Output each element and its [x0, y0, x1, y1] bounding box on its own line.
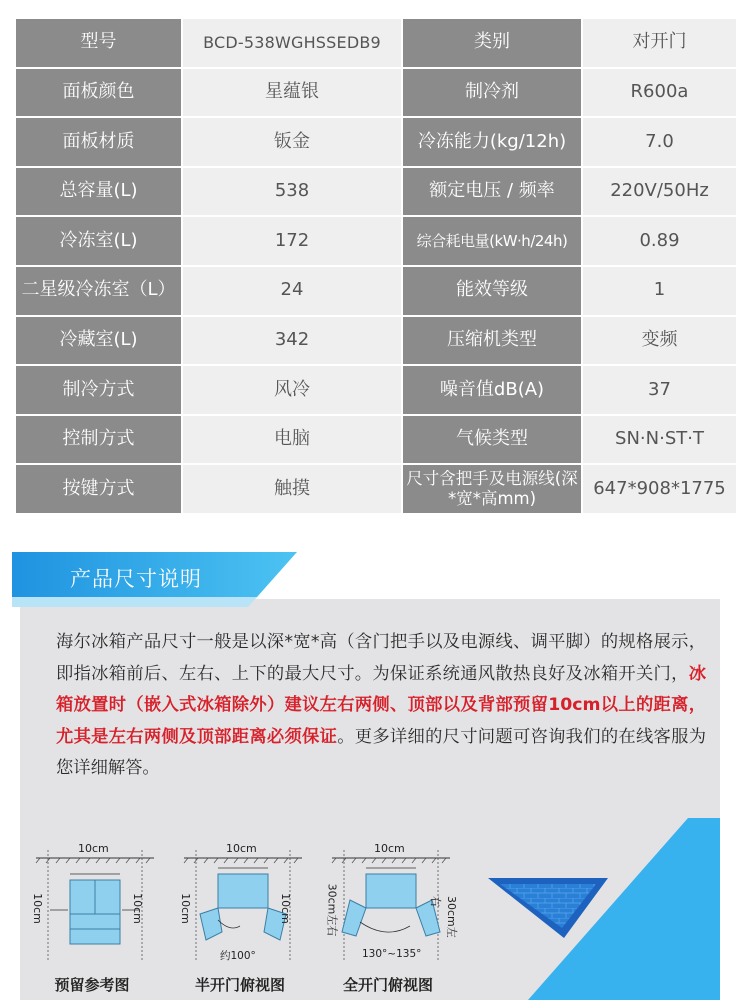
spec-value: 0.89 — [582, 216, 737, 266]
spec-label: 额定电压 / 频率 — [402, 167, 582, 217]
spec-value: 342 — [182, 316, 402, 366]
spec-value: 对开门 — [582, 18, 737, 68]
intro-paragraph — [56, 627, 706, 785]
diagram-caption: 全开门俯视图 — [342, 976, 433, 994]
spec-label: 尺寸含把手及电源线(深*宽*高mm) — [402, 464, 582, 514]
reserve-reference-diagram — [30, 840, 170, 1000]
right-gap-label: 30cm左右 — [429, 896, 458, 938]
spec-value: R600a — [582, 68, 737, 118]
spec-value: 538 — [182, 167, 402, 217]
spec-label: 面板颜色 — [15, 68, 182, 118]
spec-row — [15, 266, 737, 316]
spec-label: 压缩机类型 — [402, 316, 582, 366]
spec-table — [14, 17, 738, 515]
spec-label: 制冷剂 — [402, 68, 582, 118]
spec-value: 变频 — [582, 316, 737, 366]
diagram-caption: 预留参考图 — [54, 976, 130, 994]
spec-value: 风冷 — [182, 365, 402, 415]
section-title: 产品尺寸说明 — [70, 567, 202, 591]
spec-value: 星蕴银 — [182, 68, 402, 118]
spec-label: 类别 — [402, 18, 582, 68]
spec-label: 制冷方式 — [15, 365, 182, 415]
spec-row — [15, 117, 737, 167]
spec-row — [15, 316, 737, 366]
spec-row — [15, 68, 737, 118]
decorative-chevron-graphic — [468, 818, 720, 1000]
top-gap-label: 10cm — [78, 842, 109, 855]
left-gap-label: 10cm — [30, 893, 44, 924]
top-gap-label: 10cm — [226, 842, 257, 855]
spec-label: 型号 — [15, 18, 182, 68]
spec-row — [15, 216, 737, 266]
spec-label: 冷冻室(L) — [15, 216, 182, 266]
left-gap-label: 30cm左右 — [325, 883, 339, 937]
left-gap-label: 10cm — [178, 893, 192, 924]
spec-label: 控制方式 — [15, 415, 182, 465]
spec-label: 综合耗电量(kW·h/24h) — [402, 216, 582, 266]
spec-row — [15, 415, 737, 465]
spec-value: SN·N·ST·T — [582, 415, 737, 465]
spec-label: 二星级冷冻室（L） — [15, 266, 182, 316]
spec-label: 气候类型 — [402, 415, 582, 465]
spec-row — [15, 464, 737, 514]
spec-row — [15, 365, 737, 415]
spec-label: 噪音值dB(A) — [402, 365, 582, 415]
spec-label: 冷冻能力(kg/12h) — [402, 117, 582, 167]
spec-value: 1 — [582, 266, 737, 316]
door-angle-label: 130°~135° — [362, 948, 422, 960]
spec-value: 37 — [582, 365, 737, 415]
spec-label: 面板材质 — [15, 117, 182, 167]
spec-label: 按键方式 — [15, 464, 182, 514]
right-gap-label: 10cm — [130, 893, 144, 924]
spec-value: 触摸 — [182, 464, 402, 514]
spec-label: 冷藏室(L) — [15, 316, 182, 366]
diagram-area — [20, 818, 720, 1000]
spec-value: 7.0 — [582, 117, 737, 167]
spec-value: 647*908*1775 — [582, 464, 737, 514]
spec-label: 能效等级 — [402, 266, 582, 316]
spec-row — [15, 18, 737, 68]
top-gap-label: 10cm — [374, 842, 405, 855]
spec-value: 电脑 — [182, 415, 402, 465]
spec-value: 24 — [182, 266, 402, 316]
right-gap-label: 10cm — [278, 893, 292, 924]
spec-label: 总容量(L) — [15, 167, 182, 217]
full-open-diagram — [326, 840, 466, 1000]
intro-highlight: 冰箱放置时（嵌入式冰箱除外）建议左右两侧、顶部以及背部预留10cm以上的距离，尤其是左右两侧及顶部距离必须保证 — [56, 663, 706, 747]
half-open-diagram — [178, 840, 318, 1000]
dimension-section — [12, 552, 734, 1000]
intro-text: 海尔冰箱产品尺寸一般是以深*宽*高（含门把手以及电源线、调平脚）的规格展示，即指冰箱前后、左右、上下的最大尺寸。为保证系统通风散热良好及冰箱开关门， — [56, 632, 706, 684]
spec-value: 172 — [182, 216, 402, 266]
intro-text-end: 。更多详细的尺寸问题可咨询我们的在线客服为您详细解答。 — [56, 726, 706, 778]
spec-value: 钣金 — [182, 117, 402, 167]
spec-value: 220V/50Hz — [582, 167, 737, 217]
diagram-caption: 半开门俯视图 — [194, 976, 285, 994]
door-angle-label: 约100° — [220, 950, 256, 962]
spec-value: BCD-538WGHSSEDB9 — [182, 18, 402, 68]
spec-row — [15, 167, 737, 217]
